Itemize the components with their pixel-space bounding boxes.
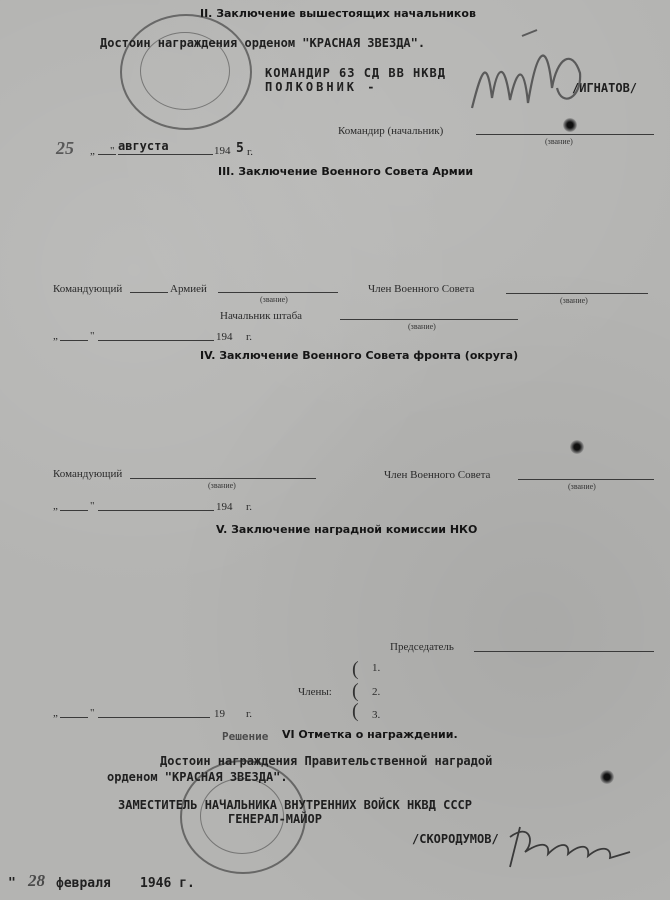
final-date-day: 28 [28,871,45,890]
award-recommendation-text: Достоин награждения орденом "КРАСНАЯ ЗВЕЗДА". [100,36,426,50]
army-council-signature-line [506,293,648,294]
deputy-rank-text: ГЕНЕРАЛ-МАЙОР [228,812,322,826]
commander-label: Командир (начальник) [338,125,444,137]
members-bracket-2: ( [352,680,359,702]
rank-caption: (звание) [568,482,596,491]
army-commander-label: Командующий [53,283,123,295]
date-day-line [60,340,88,341]
section-2-heading: II. Заключение вышестоящих начальников [200,7,476,20]
section-6-overprint: Решение [222,730,269,743]
section-4-heading: IV. Заключение Военного Совета фронта (округа) [200,349,519,362]
date-year: 194 [216,501,233,513]
commander-rank-text: ПОЛКОВНИК - [265,80,378,94]
rank-caption: (звание) [560,296,588,305]
commander-name-text: /ИГНАТОВ/ [572,81,638,95]
punch-hole [563,118,577,132]
date-year-suffix: г. [246,331,253,343]
army-number-line [130,292,168,293]
members-label: Члены: [298,686,332,698]
deputy-name-text: /СКОРОДУМОВ/ [412,832,499,846]
date-year-suffix: г. [246,501,253,513]
commander-signature [462,28,592,128]
date-quote-close: " [90,330,95,342]
division-seal-stamp [120,14,252,130]
commander-unit-text: КОМАНДИР 63 СД ВВ НКВД [265,66,446,80]
commander-signature-line [476,134,654,135]
front-commander-label: Командующий [53,468,123,480]
section-3-heading: III. Заключение Военного Совета Армии [218,165,474,178]
army-commander-signature-line [218,292,338,293]
front-council-member-label: Член Военного Совета [384,469,491,481]
deputy-title-text: ЗАМЕСТИТЕЛЬ НАЧАЛЬНИКА ВНУТРЕННИХ ВОЙСК НКВД СССР [118,798,473,812]
member-number: 1. [372,662,381,674]
punch-hole [600,770,614,784]
date-year-suffix: г. [246,708,253,720]
date-quote-close: " [110,145,115,157]
final-date-month: февраля [56,876,111,891]
chairman-signature-line [474,651,654,652]
date-month-line [118,154,213,155]
date-day-line [60,510,88,511]
final-award-decision-line1: Достоин награждения Правительственной наградой [160,754,493,768]
rank-caption: (звание) [408,322,436,331]
final-date-quote: " [8,876,16,891]
date-year: 19 [214,708,225,720]
section-6-heading: VI Отметка о награждении. [282,728,458,741]
date-month-text: августа [118,139,169,153]
date-year-digit: 5 [236,141,244,156]
date-year-suffix: г. [247,146,254,158]
date-month-line [98,340,214,341]
date-day-handwritten: 25 [56,138,74,158]
deputy-signature [500,812,640,872]
date-year-prefix: 194 [214,145,231,157]
punch-hole [570,440,584,454]
member-number: 3. [372,709,381,721]
army-council-member-label: Член Военного Совета [368,283,475,295]
members-bracket-1: ( [352,658,359,680]
date-quote-open: „ [90,145,95,157]
date-quote-open: „ [53,707,58,719]
members-bracket-3: ( [352,700,359,722]
date-year: 194 [216,331,233,343]
rank-caption: (звание) [260,295,288,304]
date-quote-open: „ [53,330,58,342]
section-5-heading: V. Заключение наградной комиссии НКО [216,523,478,536]
final-award-decision-line2: орденом "КРАСНАЯ ЗВЕЗДА". [107,770,288,784]
chief-of-staff-signature-line [340,319,518,320]
chief-of-staff-label: Начальник штаба [220,310,303,322]
front-council-signature-line [518,479,654,480]
date-month-line [98,510,214,511]
date-month-line [98,717,210,718]
rank-caption: (звание) [208,481,236,490]
rank-caption: (звание) [545,137,573,146]
member-number: 2. [372,686,381,698]
chairman-label: Председатель [390,641,454,653]
date-quote-close: " [90,707,95,719]
date-quote-close: " [90,500,95,512]
date-day-line [60,717,88,718]
army-label: Армией [170,283,207,295]
front-commander-signature-line [130,478,316,479]
final-date-year: 1946 г. [140,876,195,891]
date-quote-open: „ [53,500,58,512]
